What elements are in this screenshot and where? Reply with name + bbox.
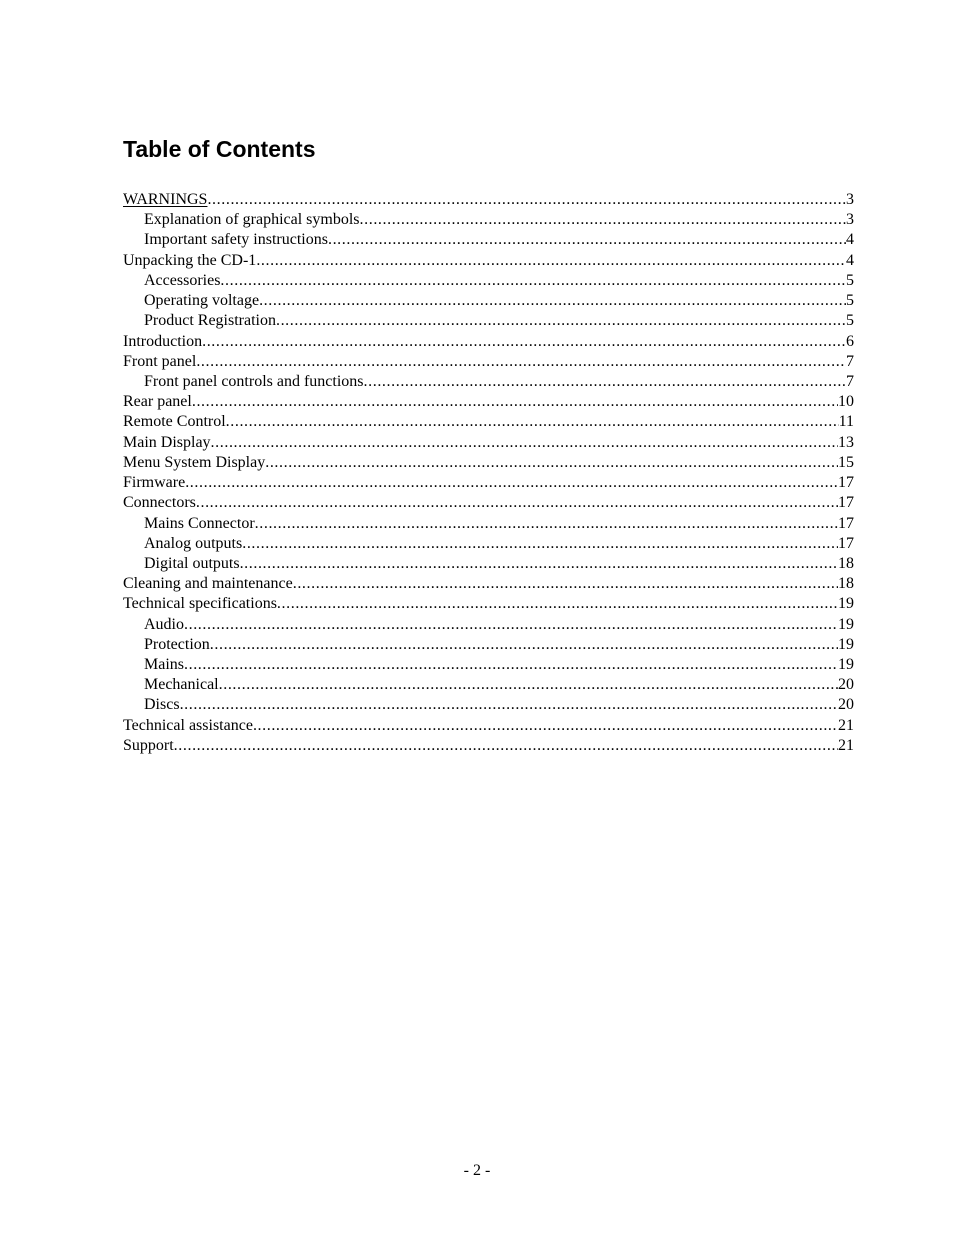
- toc-entry[interactable]: [123, 675, 854, 695]
- toc-entry-page-number: 18: [838, 554, 854, 572]
- toc-entry-page-number: 5: [846, 271, 854, 289]
- toc-entry[interactable]: [123, 332, 854, 352]
- toc-entry[interactable]: [123, 453, 854, 473]
- toc-entry-label[interactable]: Firmware: [123, 474, 186, 492]
- dot-leader: [219, 675, 838, 695]
- toc-entry-page-number: 4: [846, 231, 854, 249]
- toc-entry-page-number: 11: [838, 413, 854, 431]
- toc-entry[interactable]: [123, 594, 854, 614]
- toc-entry-label[interactable]: Discs: [144, 696, 180, 714]
- toc-entry-label[interactable]: Technical assistance: [123, 716, 253, 734]
- dot-leader: [210, 635, 838, 655]
- toc-entry[interactable]: [123, 291, 854, 311]
- toc-entry-label[interactable]: Remote Control: [123, 413, 226, 431]
- toc-entry-page-number: 18: [838, 575, 854, 593]
- toc-entry-label[interactable]: Operating voltage: [144, 292, 260, 310]
- toc-entry[interactable]: [123, 554, 854, 574]
- toc-entry-label[interactable]: WARNINGS: [123, 191, 208, 208]
- toc-entry[interactable]: [123, 352, 854, 372]
- toc-entry-page-number: 4: [846, 251, 854, 269]
- dot-leader: [174, 736, 838, 756]
- toc-entry[interactable]: [123, 311, 854, 331]
- toc-entry-label[interactable]: Product Registration: [144, 312, 276, 330]
- toc-entry-label[interactable]: Front panel controls and functions: [144, 372, 364, 390]
- toc-entry[interactable]: [123, 655, 854, 675]
- dot-leader: [293, 574, 838, 594]
- toc-entry-label[interactable]: Technical specifications: [123, 595, 277, 613]
- toc-entry-label[interactable]: Explanation of graphical symbols: [144, 211, 360, 229]
- toc-entry-page-number: 6: [846, 332, 854, 350]
- dot-leader: [196, 352, 846, 372]
- toc-entry[interactable]: [123, 190, 854, 210]
- toc-entry-page-number: 15: [838, 453, 854, 471]
- dot-leader: [256, 251, 846, 271]
- toc-entry[interactable]: [123, 534, 854, 554]
- dot-leader: [211, 433, 838, 453]
- toc-entry[interactable]: [123, 615, 854, 635]
- toc-entry[interactable]: [123, 514, 854, 534]
- dot-leader: [259, 291, 846, 311]
- toc-entry[interactable]: [123, 271, 854, 291]
- toc-entry[interactable]: [123, 433, 854, 453]
- toc-entry-page-number: 17: [838, 534, 854, 552]
- toc-entry[interactable]: [123, 635, 854, 655]
- toc-entry-label[interactable]: Unpacking the CD-1: [123, 251, 257, 269]
- toc-entry-page-number: 19: [838, 615, 854, 633]
- dot-leader: [185, 473, 838, 493]
- dot-leader: [184, 655, 838, 675]
- toc-entry-page-number: 17: [838, 514, 854, 532]
- dot-leader: [202, 332, 846, 352]
- toc-entry[interactable]: [123, 230, 854, 250]
- toc-entry-label[interactable]: Front panel: [123, 352, 197, 370]
- toc-entry-label[interactable]: Protection: [144, 635, 210, 653]
- toc-entry-page-number: 20: [838, 676, 854, 694]
- dot-leader: [276, 311, 846, 331]
- toc-entry[interactable]: [123, 493, 854, 513]
- toc-entry-label[interactable]: Accessories: [144, 271, 221, 289]
- dot-leader: [328, 230, 846, 250]
- toc-entry-page-number: 5: [846, 292, 854, 310]
- toc-entry-label[interactable]: Support: [123, 736, 174, 754]
- dot-leader: [360, 210, 846, 230]
- toc-entry-page-number: 3: [846, 211, 854, 229]
- toc-entry-page-number: 20: [838, 696, 854, 714]
- toc-entry-label[interactable]: Analog outputs: [144, 534, 243, 552]
- toc-entry[interactable]: [123, 736, 854, 756]
- dot-leader: [226, 412, 839, 432]
- toc-entry[interactable]: [123, 372, 854, 392]
- dot-leader: [192, 392, 838, 412]
- toc-entry[interactable]: [123, 574, 854, 594]
- toc-entry-label[interactable]: Important safety instructions: [144, 231, 328, 249]
- dot-leader: [277, 594, 838, 614]
- toc-entry-label[interactable]: Main Display: [123, 433, 211, 451]
- toc-entry-label[interactable]: Mains Connector: [144, 514, 255, 532]
- toc-entry[interactable]: [123, 251, 854, 271]
- toc-entry-label[interactable]: Mains: [144, 656, 184, 674]
- dot-leader: [220, 271, 846, 291]
- dot-leader: [265, 453, 838, 473]
- toc-entry[interactable]: [123, 695, 854, 715]
- dot-leader: [180, 695, 838, 715]
- toc-entry[interactable]: [123, 412, 854, 432]
- dot-leader: [196, 493, 838, 513]
- toc-entry-label[interactable]: Rear panel: [123, 393, 192, 411]
- page-title: Table of Contents: [123, 136, 316, 162]
- toc-entry-page-number: 19: [838, 635, 854, 653]
- toc-entry[interactable]: [123, 210, 854, 230]
- toc-entry-page-number: 21: [838, 716, 854, 734]
- toc-entry-label[interactable]: Introduction: [123, 332, 203, 350]
- dot-leader: [184, 615, 838, 635]
- toc-entry[interactable]: [123, 716, 854, 736]
- dot-leader: [255, 514, 838, 534]
- toc-entry-page-number: 7: [846, 352, 854, 370]
- toc-entry-page-number: 19: [838, 656, 854, 674]
- toc-entry[interactable]: [123, 473, 854, 493]
- dot-leader: [364, 372, 846, 392]
- toc-entry-label[interactable]: Digital outputs: [144, 554, 240, 572]
- dot-leader: [242, 534, 838, 554]
- toc-entry-page-number: 19: [838, 595, 854, 613]
- table-of-contents: [123, 190, 854, 756]
- toc-entry-label[interactable]: Menu System Display: [123, 453, 266, 471]
- dot-leader: [240, 554, 838, 574]
- toc-entry-label[interactable]: Audio: [144, 615, 184, 633]
- dot-leader: [253, 716, 838, 736]
- toc-entry-page-number: 7: [846, 372, 854, 390]
- toc-entry-label[interactable]: Cleaning and maintenance: [123, 575, 293, 593]
- toc-entry-page-number: 3: [846, 191, 854, 208]
- toc-entry[interactable]: [123, 392, 854, 412]
- page-number: - 2 -: [463, 1162, 491, 1179]
- toc-entry-label[interactable]: Connectors: [123, 494, 196, 512]
- toc-entry-page-number: 10: [838, 393, 854, 411]
- toc-entry-label[interactable]: Mechanical: [144, 676, 219, 694]
- toc-entry-page-number: 21: [838, 736, 854, 754]
- toc-entry-page-number: 5: [846, 312, 854, 330]
- toc-entry-page-number: 13: [838, 433, 854, 451]
- toc-entry-page-number: 17: [838, 474, 854, 492]
- dot-leader: [207, 190, 846, 210]
- toc-entry-page-number: 17: [838, 494, 854, 512]
